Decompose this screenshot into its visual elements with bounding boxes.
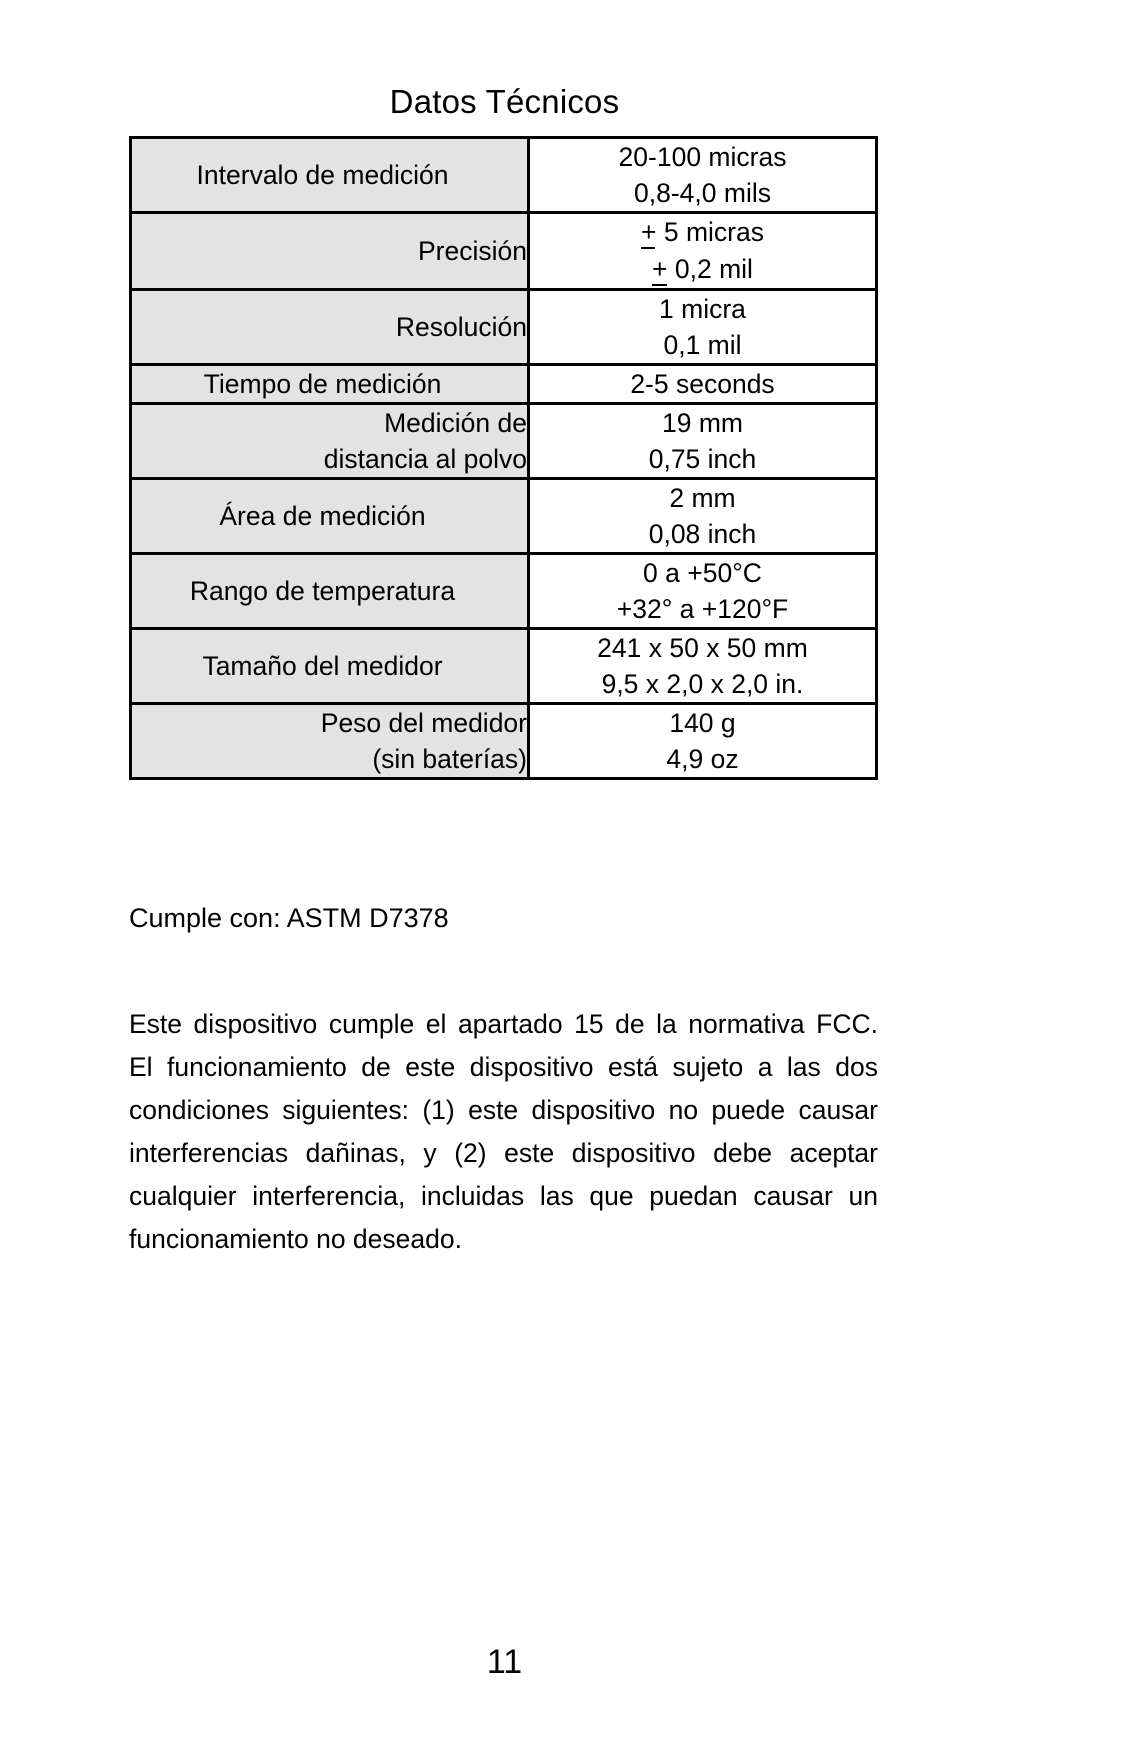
table-row	[131, 479, 877, 554]
label-line: distancia al polvo	[323, 444, 527, 474]
standards-compliance-line: Cumple con: ASTM D7378	[129, 903, 449, 933]
paragraph-line: Este dispositivo cumple el apartado 15 de la normativa FCC.	[129, 1009, 878, 1039]
value-line: 20-100 micras	[618, 142, 787, 172]
row-label-meter-weight	[131, 704, 529, 779]
table-row	[131, 629, 877, 704]
paragraph-line: El funcionamiento de este dispositivo está sujeto a las dos	[129, 1052, 878, 1082]
row-label-temperature-range	[131, 554, 529, 629]
row-label-measurement-range	[131, 138, 529, 213]
page-title: Datos Técnicos	[389, 83, 620, 120]
row-label-resolution	[131, 290, 529, 365]
value-line: 9,5 x 2,0 x 2,0 in.	[601, 669, 804, 699]
table-row	[131, 554, 877, 629]
table-body	[131, 138, 877, 779]
page-number: 11	[486, 1643, 523, 1681]
value-line: 0,1 mil	[663, 330, 742, 360]
row-value-meter-weight	[529, 704, 877, 779]
row-value-meter-size	[529, 629, 877, 704]
row-label-meter-size	[131, 629, 529, 704]
label-line: Rango de temperatura	[189, 576, 456, 606]
plus-minus-icon: +	[641, 214, 656, 251]
table-row	[131, 290, 877, 365]
value-line: 4,9 oz	[666, 744, 739, 774]
paragraph-line: cualquier interferencia, incluidas las que puedan causar un	[129, 1181, 878, 1211]
label-line: Tamaño del medidor	[202, 651, 443, 681]
table-row	[131, 213, 877, 290]
value-line: 2 mm	[669, 483, 736, 513]
value-line: 0,75 inch	[648, 444, 757, 474]
label-line: Medición de	[384, 408, 527, 438]
table-row	[131, 138, 877, 213]
fcc-compliance-paragraph	[129, 1003, 878, 1261]
value-line: 241 x 50 x 50 mm	[597, 633, 808, 663]
row-value-dust-distance	[529, 404, 877, 479]
value-line: 0 a +50°C	[643, 558, 762, 588]
row-value-measurement-area	[529, 479, 877, 554]
label-line: (sin baterías)	[372, 744, 527, 774]
value-line: 0,08 inch	[648, 519, 757, 549]
paragraph-line: interferencias dañinas, y (2) este dispositivo debe aceptar	[129, 1138, 878, 1168]
row-value-measurement-time	[529, 365, 877, 404]
technical-specifications-table	[129, 136, 878, 780]
label-line: Intervalo de medición	[196, 160, 449, 190]
row-value-measurement-range	[529, 138, 877, 213]
paragraph-line: condiciones siguientes: (1) este dispositivo no puede causar	[129, 1095, 878, 1125]
row-label-measurement-time	[131, 365, 529, 404]
label-line: Resolución	[395, 312, 527, 342]
plus-minus-icon: +	[652, 251, 667, 288]
value-line: 2-5 seconds	[630, 369, 775, 399]
paragraph-line: funcionamiento no deseado.	[129, 1224, 462, 1254]
value-line	[530, 214, 875, 251]
label-line: Área de medición	[219, 501, 426, 531]
row-label-measurement-area	[131, 479, 529, 554]
value-line	[530, 251, 875, 288]
table-row	[131, 365, 877, 404]
value-line: 140 g	[669, 708, 736, 738]
table-row	[131, 704, 877, 779]
value-line: 1 micra	[659, 294, 746, 324]
row-value-temperature-range	[529, 554, 877, 629]
row-value-resolution	[529, 290, 877, 365]
value-line: 0,8-4,0 mils	[634, 178, 771, 208]
row-label-accuracy	[131, 213, 529, 290]
row-label-dust-distance	[131, 404, 529, 479]
row-value-accuracy	[529, 213, 877, 290]
value-text: 5 micras	[656, 217, 764, 247]
table-row	[131, 404, 877, 479]
value-line: 19 mm	[662, 408, 743, 438]
label-line: Tiempo de medición	[203, 369, 442, 399]
value-line: +32° a +120°F	[616, 594, 789, 624]
value-text: 0,2 mil	[667, 254, 753, 284]
label-line: Peso del medidor	[320, 708, 527, 738]
label-line: Precisión	[418, 236, 527, 266]
